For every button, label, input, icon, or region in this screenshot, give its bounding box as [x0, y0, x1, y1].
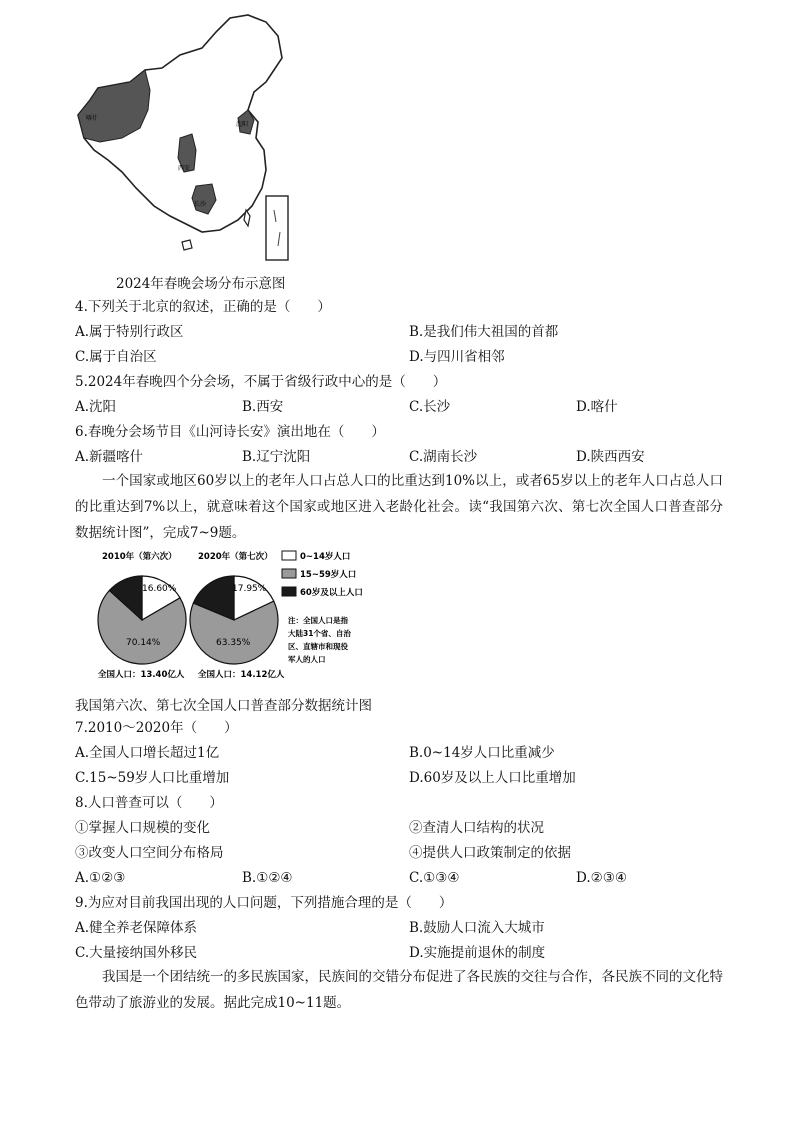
q5-option-d: D.喀什 — [576, 399, 618, 415]
hainan-island — [182, 240, 192, 250]
legend-label-young: 0~14岁人口 — [300, 552, 351, 562]
chart-note-line-1: 注：全国人口是指 — [288, 616, 348, 625]
map-caption: 2024年春晚会场分布示意图 — [116, 276, 286, 292]
q7-option-d: D.60岁及以上人口比重增加 — [409, 770, 576, 786]
q9-stem: 9.为应对目前我国出现的人口问题，下列措施合理的是（ ） — [75, 895, 453, 911]
q5-stem: 5.2024年春晚四个分会场，不属于省级行政中心的是（ ） — [75, 374, 447, 390]
q6-option-a: A.新疆喀什 — [75, 449, 144, 465]
pie-label-2010-young: 16.60% — [142, 584, 177, 594]
south-china-sea-inset — [266, 196, 288, 260]
q5-option-c: C.长沙 — [409, 399, 451, 415]
q4-option-c: C.属于自治区 — [75, 349, 157, 365]
legend-swatch-elderly — [282, 587, 296, 596]
q4-option-b: B.是我们伟大祖国的首都 — [409, 324, 559, 340]
china-map — [70, 10, 300, 268]
q4-option-d: D.与四川省相邻 — [409, 349, 505, 365]
passage-population: 一个国家或地区60岁以上的老年人口占总人口的比重达到10%以上，或者65岁以上的老年人口占总人口的比重达到7%以上，就意味着这个国家或地区进入老龄化社会。读“我国第六次、第七次全国人口普查部分数据统计图”，完成7~9题。 — [75, 473, 723, 541]
q8-option-c: C.①③④ — [409, 870, 460, 886]
q8-item-2: ②查清人口结构的状况 — [409, 820, 544, 836]
population-census-pie-chart — [90, 545, 390, 685]
q9-option-b: B.鼓励人口流入大城市 — [409, 920, 545, 936]
pie-label-2020-working: 63.35% — [216, 638, 251, 648]
q4-option-a: A.属于特别行政区 — [75, 324, 184, 340]
chart-note-line-2: 大陆31个省、自治 — [288, 629, 351, 638]
map-label-changsha: 长沙 — [194, 201, 207, 208]
q5-option-b: B.西安 — [242, 399, 284, 415]
legend-label-elderly: 60岁及以上人口 — [300, 588, 363, 598]
q9-option-c: C.大量接纳国外移民 — [75, 945, 198, 961]
q7-option-b: B.0~14岁人口比重减少 — [409, 745, 555, 761]
q7-option-c: C.15~59岁人口比重增加 — [75, 770, 230, 786]
q6-option-c: C.湖南长沙 — [409, 449, 478, 465]
q8-option-a: A.①②③ — [75, 870, 126, 886]
q8-item-3: ③改变人口空间分布格局 — [75, 845, 224, 861]
q8-option-b: B.①②④ — [242, 870, 293, 886]
chart-note-line-3: 区、直辖市和现役 — [288, 642, 348, 651]
map-label-kashgar: 喀什 — [86, 115, 99, 122]
q6-option-d: D.陕西西安 — [576, 449, 645, 465]
map-label-shenyang: 沈阳 — [236, 121, 249, 128]
pie-title-2020: 2020年（第七次） — [198, 552, 273, 562]
passage-ethnic: 我国是一个团结统一的多民族国家，民族间的交错分布促进了各民族的交往与合作，各民族不同的文化特色带动了旅游业的发展。据此完成10~11题。 — [75, 969, 723, 1011]
pie-label-2010-working: 70.14% — [126, 638, 161, 648]
q4-stem: 4.下列关于北京的叙述，正确的是（ ） — [75, 299, 331, 315]
q8-option-d: D.②③④ — [576, 870, 627, 886]
q7-stem: 7.2010～2020年（ ） — [75, 720, 238, 736]
pie-label-2020-young: 17.95% — [232, 584, 267, 594]
pie-title-2010: 2010年（第六次） — [102, 552, 177, 562]
legend-swatch-young — [282, 551, 296, 560]
q5-option-a: A.沈阳 — [75, 399, 117, 415]
q8-item-4: ④提供人口政策制定的依据 — [409, 845, 571, 861]
q6-option-b: B.辽宁沈阳 — [242, 449, 311, 465]
q9-option-a: A.健全养老保障体系 — [75, 920, 198, 936]
q8-stem: 8.人口普查可以（ ） — [75, 795, 223, 811]
legend-swatch-working — [282, 569, 296, 578]
q6-stem: 6.春晚分会场节目《山河诗长安》演出地在（ ） — [75, 424, 385, 440]
q9-option-d: D.实施提前退休的制度 — [409, 945, 546, 961]
q7-option-a: A.全国人口增长超过1亿 — [75, 745, 220, 761]
chart-note-line-4: 军人的人口 — [288, 655, 326, 664]
pie-total-2020: 全国人口：14.12亿人 — [198, 670, 285, 680]
chart-caption: 我国第六次、第七次全国人口普查部分数据统计图 — [75, 698, 372, 714]
q8-item-1: ①掌握人口规模的变化 — [75, 820, 210, 836]
map-label-xian: 西安 — [178, 165, 191, 172]
pie-total-2010: 全国人口：13.40亿人 — [98, 670, 185, 680]
legend-label-working: 15~59岁人口 — [300, 570, 357, 580]
